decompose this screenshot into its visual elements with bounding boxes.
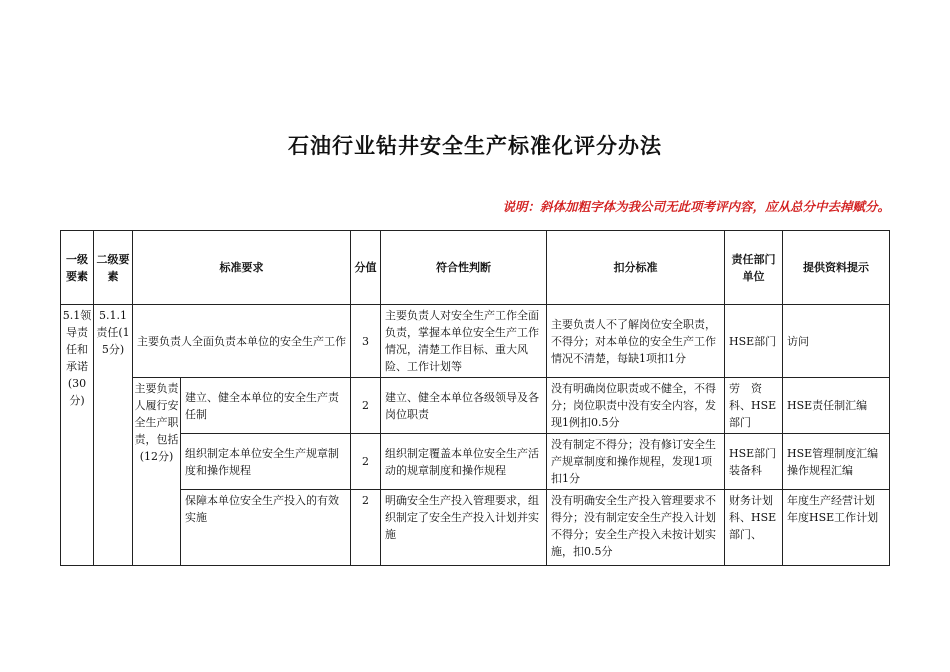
header-standard: 标准要求 [133,231,351,305]
standard-cell: 建立、健全本单位的安全生产责任制 [181,378,351,434]
score-cell: 2 [351,490,381,566]
scoring-table [60,230,890,566]
table-row [61,434,890,490]
compliance-cell: 明确安全生产投入管理要求，组织制定了安全生产投入计划并实施 [381,490,547,566]
dept-cell: HSE部门 [725,305,783,378]
compliance-cell: 建立、健全本单位各级领导及各岗位职责 [381,378,547,434]
table-row [61,305,890,378]
dept-cell: HSE部门装备科 [725,434,783,490]
table-row [61,490,890,566]
materials-cell: HSE责任制汇编 [783,378,890,434]
deduction-cell: 没有明确安全生产投入管理要求不得分；没有制定安全生产投入计划不得分；安全生产投入未按计划实施，扣0.5分 [547,490,725,566]
score-cell: 2 [351,378,381,434]
standard-cell: 主要负责人全面负责本单位的安全生产工作 [133,305,351,378]
deduction-cell: 没有明确岗位职责或不健全，不得分；岗位职责中没有安全内容，发现1例扣0.5分 [547,378,725,434]
score-cell: 2 [351,434,381,490]
materials-cell: 年度生产经营计划年度HSE工作计划 [783,490,890,566]
level2-cell: 5.1.1责任(15分) [94,305,133,566]
deduction-cell: 主要负责人不了解岗位安全职责，不得分；对本单位的安全生产工作情况不清楚，每缺1项扣1分 [547,305,725,378]
dept-cell: 劳 资科、HSE部门 [725,378,783,434]
materials-cell: HSE管理制度汇编操作规程汇编 [783,434,890,490]
compliance-cell: 主要负责人对安全生产工作全面负责，掌握本单位安全生产工作情况，清楚工作目标、重大风险、工作计划等 [381,305,547,378]
compliance-cell: 组织制定覆盖本单位安全生产活动的规章制度和操作规程 [381,434,547,490]
level1-cell: 5.1领导责任和承诺(30分) [61,305,94,566]
header-level2: 二级要素 [94,231,133,305]
standard-cell: 组织制定本单位安全生产规章制度和操作规程 [181,434,351,490]
header-level1: 一级要素 [61,231,94,305]
group-label-cell: 主要负责人履行安全生产职责，包括(12分) [133,378,181,566]
dept-cell: 财务计划科、HSE部门、 [725,490,783,566]
header-deduction: 扣分标准 [547,231,725,305]
header-dept: 责任部门单位 [725,231,783,305]
standard-cell: 保障本单位安全生产投入的有效实施 [181,490,351,566]
document-note: 说明：斜体加粗字体为我公司无此项考评内容，应从总分中去掉赋分。 [502,199,890,214]
deduction-cell: 没有制定不得分；没有修订安全生产规章制度和操作规程，发现1项扣1分 [547,434,725,490]
table-header-row [61,231,890,305]
header-score: 分值 [351,231,381,305]
score-cell: 3 [351,305,381,378]
header-compliance: 符合性判断 [381,231,547,305]
document-title: 石油行业钻井安全生产标准化评分办法 [288,134,662,158]
materials-cell: 访问 [783,305,890,378]
header-materials: 提供资料提示 [783,231,890,305]
table-row [61,378,890,434]
